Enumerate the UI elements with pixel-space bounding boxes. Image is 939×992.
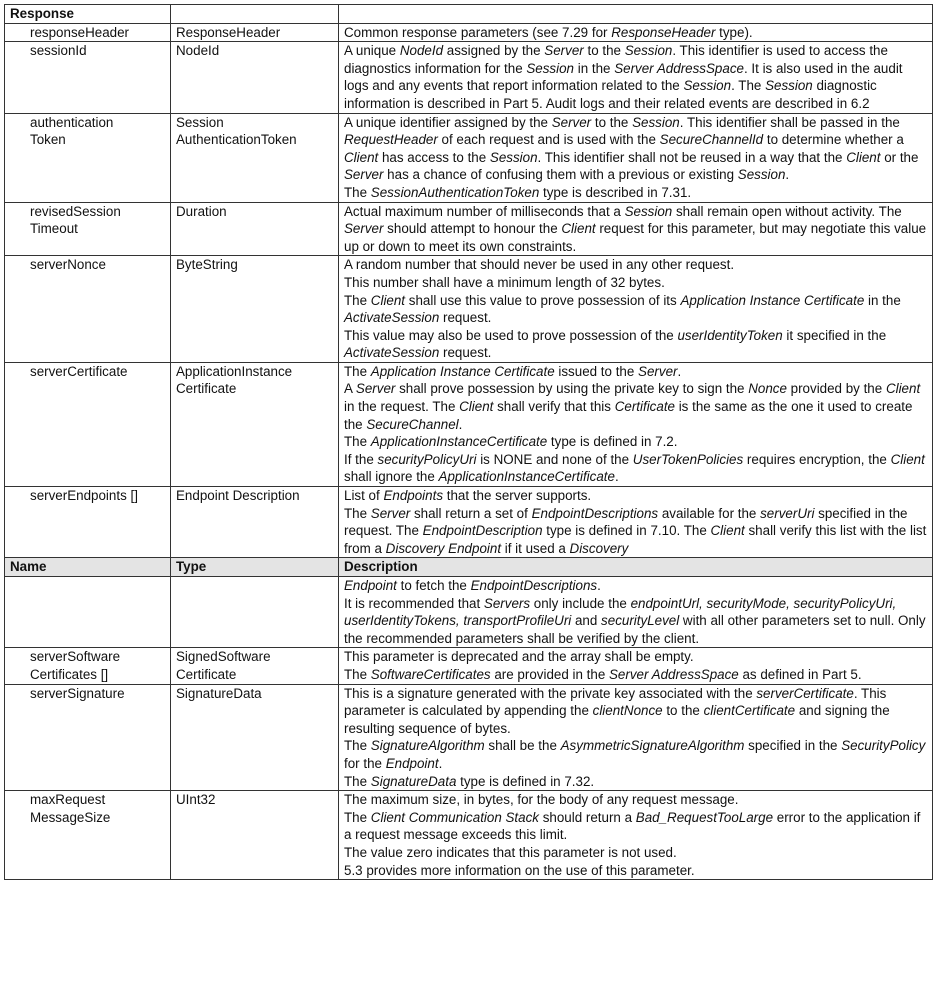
italic-term: Endpoints (383, 488, 444, 504)
param-name-cell (5, 648, 171, 684)
description-text: The (344, 363, 371, 379)
param-description-cell (339, 577, 933, 648)
description-text: A random number that should never be used in any other request. (344, 257, 735, 273)
description-text: This is a signature generated with the private key associated with the (344, 685, 757, 701)
italic-term: RequestHeader (344, 132, 438, 148)
param-type-line: ResponseHeader (176, 24, 281, 40)
description-text: shall return a set of (410, 505, 532, 521)
description-text: This parameter is deprecated and the array shall be empty. (344, 649, 694, 665)
param-description-cell (339, 362, 933, 486)
italic-term: SoftwareCertificates (370, 666, 491, 682)
description-text: in the (864, 292, 901, 308)
column-header-row (5, 558, 933, 577)
italic-term: serverUri (760, 505, 815, 521)
italic-term: Server (355, 381, 396, 397)
description-text: . (785, 167, 790, 183)
description-text: to fetch the (396, 578, 471, 593)
description-text: issued to the (554, 363, 639, 379)
italic-term: EndpointDescription (422, 523, 543, 539)
italic-term: Server AddressSpace (614, 60, 744, 76)
italic-term: ApplicationInstanceCertificate (370, 434, 548, 450)
description-text: assigned by the (443, 43, 545, 59)
description-paragraph (344, 256, 928, 274)
italic-term: Nonce (748, 381, 787, 397)
description-paragraph (344, 114, 928, 184)
description-text: type). (715, 24, 753, 40)
description-text: This value may also be used to prove possession of the (344, 327, 678, 343)
param-description-cell (339, 23, 933, 42)
description-paragraph (344, 505, 928, 558)
header-type: Type (171, 558, 339, 577)
param-type-cell (171, 684, 339, 791)
section-title: Response (5, 5, 171, 24)
description-text: requires encryption, the (743, 451, 891, 467)
param-type-line: Certificate (176, 666, 237, 682)
description-text: . (677, 363, 682, 379)
description-text: with all other parameters set to null. Only the recommended parameters shall be verified by the client. (344, 613, 926, 646)
italic-term: SecureChannel (366, 416, 459, 432)
param-type-line: Session (176, 114, 224, 130)
description-text: The (344, 184, 371, 200)
description-text: shall use this value to prove possession of its (405, 292, 681, 308)
italic-term: Session (765, 78, 813, 94)
description-text: request. (439, 345, 492, 361)
italic-term: Application Instance Certificate (370, 363, 555, 379)
description-text: in the request. The (344, 399, 460, 415)
description-text: . This identifier shall be passed in the (679, 114, 900, 130)
param-type-line: NodeId (176, 43, 220, 59)
table-row (5, 487, 933, 558)
description-text: shall remain open without activity. The (672, 203, 902, 219)
description-text: request. (439, 310, 492, 326)
description-text: specified in the (744, 738, 842, 754)
description-text: . (438, 755, 443, 771)
description-paragraph (344, 809, 928, 844)
param-type-cell (171, 487, 339, 558)
param-description-cell (339, 487, 933, 558)
italic-term: Session (624, 43, 673, 59)
italic-term: Servers (483, 595, 531, 611)
italic-term: SecurityPolicy (841, 738, 926, 754)
italic-term: Discovery Endpoint (385, 540, 502, 556)
param-name-cell (5, 577, 171, 648)
italic-term: Server AddressSpace (608, 666, 739, 682)
description-text: specified in the request. The (344, 505, 908, 539)
param-type-cell (171, 42, 339, 113)
description-text: is the same as the one it used to create the (344, 399, 913, 432)
description-text: A (344, 381, 356, 397)
description-text: has a chance of confusing them with a previous or existing (383, 167, 738, 183)
description-text: type is described in 7.31. (539, 184, 692, 200)
italic-term: Client (344, 149, 379, 165)
param-description-cell (339, 648, 933, 684)
italic-term: Client (885, 381, 921, 397)
description-paragraph (344, 844, 928, 862)
italic-term: Server (344, 167, 384, 183)
italic-term: securityPolicyUri (377, 451, 477, 467)
italic-term: userIdentityToken (677, 327, 783, 343)
description-paragraph (344, 685, 928, 738)
description-text: as defined in Part 5. (738, 666, 862, 682)
italic-term: Client (710, 523, 745, 539)
param-name-cell (5, 202, 171, 256)
param-type-cell (171, 791, 339, 880)
description-text: List of (344, 488, 384, 504)
param-name-cell (5, 256, 171, 363)
table-row (5, 791, 933, 880)
param-type-line: AuthenticationToken (176, 132, 297, 148)
param-name-cell (5, 42, 171, 113)
description-text: The (344, 738, 371, 754)
italic-term: Client Communication Stack (370, 809, 539, 825)
description-paragraph (344, 363, 928, 381)
description-paragraph (344, 648, 928, 666)
param-name-line: responseHeader (30, 24, 130, 40)
description-text: in the (574, 60, 615, 76)
param-name-line: Token (30, 132, 66, 148)
description-text: . This parameter is calculated by appending the (344, 685, 887, 719)
description-text: The (344, 505, 371, 521)
italic-term: Client (459, 399, 494, 415)
description-text: if it used a (501, 540, 570, 556)
param-name-cell (5, 684, 171, 791)
param-type-cell (171, 23, 339, 42)
description-text: error to the application if a request message exceeds this limit. (344, 809, 921, 843)
italic-term: Application Instance Certificate (680, 292, 865, 308)
param-description-cell (339, 684, 933, 791)
italic-term: Session (624, 203, 673, 219)
description-paragraph (344, 773, 928, 791)
section-description-cell (339, 5, 933, 24)
param-name-cell (5, 23, 171, 42)
italic-term: NodeId (399, 43, 444, 59)
param-name-line: MessageSize (30, 809, 111, 825)
description-text: The (344, 809, 371, 825)
table-row (5, 684, 933, 791)
italic-term: ActivateSession (344, 310, 440, 326)
description-text: . (458, 416, 463, 432)
description-text: should attempt to honour the (383, 221, 562, 237)
description-text: A unique (344, 43, 400, 59)
response-parameters-table (4, 4, 933, 880)
table-row (5, 577, 933, 648)
description-text: shall be the (484, 738, 561, 754)
description-text: request for this parameter, but may negotiate this value up or down to meet its own constraints. (344, 221, 927, 254)
param-type-line: SignatureData (176, 685, 262, 701)
italic-term: Client (561, 221, 596, 237)
italic-term: Client (846, 149, 881, 165)
description-text: that the server supports. (443, 488, 592, 504)
table-row (5, 113, 933, 202)
italic-term: clientNonce (592, 703, 663, 719)
italic-term: EndpointDescriptions (531, 505, 659, 521)
italic-term: ActivateSession (344, 345, 440, 361)
italic-term: Server (370, 505, 411, 521)
param-description-cell (339, 791, 933, 880)
italic-term: Certificate (614, 399, 675, 415)
section-row (5, 5, 933, 24)
param-type-line: ByteString (176, 257, 238, 273)
description-paragraph (344, 327, 928, 362)
description-text: to the (591, 114, 633, 130)
param-description-cell (339, 42, 933, 113)
param-name-line: serverNonce (30, 257, 106, 273)
description-text: and (571, 613, 602, 629)
description-text: A unique identifier assigned by the (344, 114, 552, 130)
description-text: The (344, 292, 371, 308)
italic-term: Server (544, 43, 584, 59)
description-text: of each request and is used with the (437, 132, 660, 148)
italic-term: AsymmetricSignatureAlgorithm (560, 738, 745, 754)
description-paragraph (344, 433, 928, 451)
description-text: 5.3 provides more information on the use of this parameter. (344, 862, 695, 878)
italic-term: Discovery (569, 540, 629, 556)
table-body (5, 5, 933, 880)
param-name-line: maxRequest (30, 792, 106, 808)
description-text: only include the (530, 595, 631, 611)
italic-term: Server (638, 363, 678, 379)
description-paragraph (344, 42, 928, 112)
param-type-cell (171, 202, 339, 256)
description-paragraph (344, 737, 928, 772)
italic-term: EndpointDescriptions (470, 578, 598, 593)
italic-term: ApplicationInstanceCertificate (438, 469, 615, 485)
description-text: If the (344, 451, 378, 467)
description-text: should return a (539, 809, 636, 825)
description-text: shall verify that this (493, 399, 615, 415)
description-text: or the (880, 149, 919, 165)
param-type-cell (171, 648, 339, 684)
description-text: This number shall have a minimum length of 32 bytes. (344, 274, 665, 290)
param-type-cell (171, 362, 339, 486)
italic-term: Bad_RequestTooLarge (635, 809, 774, 825)
param-name-line: serverCertificate (30, 363, 128, 379)
italic-term: securityLevel (601, 613, 680, 629)
description-text: Common response parameters (see 7.29 for (344, 24, 612, 40)
param-description-cell (339, 256, 933, 363)
description-paragraph (344, 203, 928, 256)
italic-term: Session (683, 78, 732, 94)
param-type-line: Certificate (176, 381, 237, 397)
description-text: The (344, 773, 371, 789)
param-name-cell (5, 362, 171, 486)
description-text: The maximum size, in bytes, for the body of any request message. (344, 792, 739, 808)
description-text: The (344, 666, 371, 682)
description-paragraph (344, 274, 928, 292)
description-paragraph (344, 666, 928, 684)
italic-term: Client (890, 451, 925, 467)
description-text: it specified in the (782, 327, 887, 343)
description-paragraph (344, 24, 928, 42)
italic-term: Session (632, 114, 680, 130)
table-row (5, 648, 933, 684)
param-type-cell (171, 113, 339, 202)
param-name-line: Timeout (30, 221, 78, 237)
italic-term: serverCertificate (756, 685, 854, 701)
description-text: for the (344, 755, 386, 771)
description-text: has access to the (378, 149, 490, 165)
param-type-line: Endpoint Description (176, 488, 300, 504)
param-type-line: SignedSoftware (176, 649, 271, 665)
italic-term: SignatureAlgorithm (370, 738, 485, 754)
description-paragraph (344, 451, 928, 486)
description-text: to the (583, 43, 625, 59)
description-text: is NONE and none of the (476, 451, 633, 467)
header-description: Description (339, 558, 933, 577)
table-row (5, 256, 933, 363)
italic-term: Session (526, 60, 574, 76)
description-paragraph (344, 184, 928, 202)
description-text: type is defined in 7.10. The (542, 523, 711, 539)
description-paragraph (344, 292, 928, 327)
param-name-line: revisedSession (30, 203, 121, 219)
param-type-cell (171, 577, 339, 648)
param-name-line: serverSignature (30, 685, 125, 701)
description-paragraph (344, 791, 928, 809)
italic-term: SecureChannelId (659, 132, 764, 148)
param-description-cell (339, 202, 933, 256)
italic-term: Client (370, 292, 406, 308)
italic-term: Endpoint (344, 578, 397, 593)
description-text: to determine whether a (763, 132, 904, 148)
description-text: shall verify this list with the list from a (344, 523, 927, 556)
description-text: to the (662, 703, 704, 719)
description-text: . (614, 469, 619, 485)
description-text: and signing the resulting sequence of bytes. (344, 703, 890, 736)
param-description-cell (339, 113, 933, 202)
description-text: available for the (658, 505, 761, 521)
param-name-cell (5, 113, 171, 202)
description-text: . The (731, 78, 766, 94)
description-text: . This identifier shall not be reused in a way that the (537, 149, 847, 165)
description-paragraph (344, 862, 928, 880)
header-name: Name (5, 558, 171, 577)
italic-term: Endpoint (385, 755, 439, 771)
description-text: shall ignore the (344, 469, 439, 485)
param-type-cell (171, 256, 339, 363)
description-text: . This identifier is used to access the diagnostics information for the (344, 43, 888, 76)
italic-term: SignatureData (370, 773, 457, 789)
param-type-line: UInt32 (176, 792, 216, 808)
description-text: shall prove possession by using the private key to sign the (395, 381, 749, 397)
param-name-line: sessionId (30, 43, 87, 59)
italic-term: Server (344, 221, 384, 237)
description-text: The (344, 434, 371, 450)
description-text: Actual maximum number of milliseconds that a (344, 203, 625, 219)
description-paragraph (344, 487, 928, 505)
description-paragraph (344, 380, 928, 433)
description-text: It is recommended that (344, 595, 484, 611)
description-text: type is defined in 7.32. (456, 773, 595, 789)
table-row (5, 23, 933, 42)
table-row (5, 202, 933, 256)
italic-term: Session (737, 167, 786, 183)
param-name-line: Certificates [] (30, 666, 109, 682)
description-text: provided by the (786, 381, 886, 397)
description-text: diagnostic information is described in Part 5. Audit logs and their related events are described in 6.2 (344, 78, 877, 111)
description-text: . (597, 578, 601, 593)
param-type-line: Duration (176, 203, 227, 219)
description-text: . It is also used in the audit logs and any events that report information related to the (344, 60, 903, 94)
table-row (5, 362, 933, 486)
italic-term: UserTokenPolicies (632, 451, 744, 467)
description-text: The value zero indicates that this parameter is not used. (344, 844, 677, 860)
section-type-cell (171, 5, 339, 24)
italic-term: ResponseHeader (611, 24, 716, 40)
italic-term: Session (489, 149, 538, 165)
italic-term: endpointUrl, securityMode, securityPolicyUri, userIdentityTokens, transportProfileUri (344, 595, 897, 629)
param-name-cell (5, 487, 171, 558)
param-name-cell (5, 791, 171, 880)
table-row (5, 42, 933, 113)
description-paragraph (344, 595, 928, 648)
param-name-line: serverEndpoints [] (30, 488, 138, 504)
param-name-line: serverSoftware (30, 649, 121, 665)
italic-term: SessionAuthenticationToken (370, 184, 540, 200)
param-type-line: ApplicationInstance (176, 363, 293, 379)
description-text: type is defined in 7.2. (547, 434, 678, 450)
description-text: are provided in the (490, 666, 609, 682)
italic-term: Server (551, 114, 592, 130)
description-paragraph (344, 577, 928, 595)
param-name-line: authentication (30, 114, 114, 130)
italic-term: clientCertificate (703, 703, 796, 719)
